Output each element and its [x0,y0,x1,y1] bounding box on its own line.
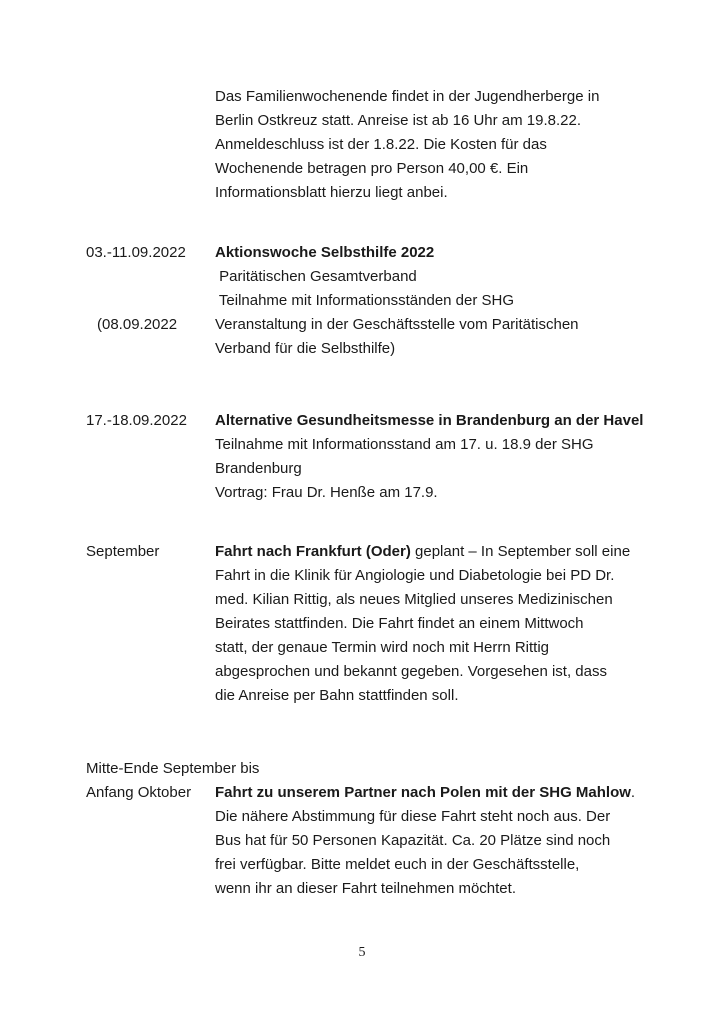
entry-line: frei verfügbar. Bitte meldet euch in der Geschäftsstelle, [215,856,580,873]
intro-line: Das Familienwochenende findet in der Jugendherberge in [215,88,600,105]
entry-date-sub: Anfang Oktober [86,784,192,801]
intro-line: Informationsblatt hierzu liegt anbei. [215,184,448,201]
entry-line: Beirates stattfinden. Die Fahrt findet an einem Mittwoch [215,615,584,632]
entry-line: Bus hat für 50 Personen Kapazität. Ca. 20 Plätze sind noch [215,832,611,849]
intro-line: Wochenende betragen pro Person 40,00 €. Ein [215,160,529,177]
entry-line: Brandenburg [215,460,302,477]
intro-line: Anmeldeschluss ist der 1.8.22. Die Kosten für das [215,136,547,153]
page-number: 5 [358,945,366,960]
entry-title-rest: . [630,784,636,801]
entry-title-rest: geplant – In September soll eine [410,543,631,560]
entry-line: statt, der genaue Termin wird noch mit Herrn Rittig [215,639,550,656]
entry-line: Die nähere Abstimmung für diese Fahrt steht noch aus. Der [215,808,611,825]
entry-line: Fahrt in die Klinik für Angiologie und Diabetologie bei PD Dr. [215,567,615,584]
entry-line: med. Kilian Rittig, als neues Mitglied unseres Medizinischen [215,591,613,608]
entry-date: September [86,543,160,560]
entry-title: Aktionswoche Selbsthilfe 2022 [215,244,435,261]
entry-title: Fahrt nach Frankfurt (Oder) [215,543,411,560]
entry-line: Teilnahme mit Informationsstand am 17. u. 18.9 der SHG [215,436,594,453]
entry-date: 17.-18.09.2022 [86,412,187,429]
entry-line: Verband für die Selbsthilfe) [215,340,396,357]
entry-line: wenn ihr an dieser Fahrt teilnehmen möchtet. [215,880,516,897]
intro-line: Berlin Ostkreuz statt. Anreise ist ab 16 Uhr am 19.8.22. [215,112,582,129]
entry-line: die Anreise per Bahn stattfinden soll. [215,687,459,704]
entry-line: Teilnahme mit Informationsständen der SHG [215,292,515,309]
entry-date-sub: (08.09.2022 [97,316,178,333]
entry-line: abgesprochen und bekannt gegeben. Vorgesehen ist, dass [215,663,607,680]
entry-line: Vortrag: Frau Dr. Henße am 17.9. [215,484,438,501]
entry-line: Veranstaltung in der Geschäftsstelle vom Paritätischen [215,316,579,333]
entry-heading-line [215,540,630,564]
entry-heading-line [215,781,635,805]
entry-title: Fahrt zu unserem Partner nach Polen mit der SHG Mahlow [215,784,631,801]
entry-line: Paritätischen Gesamtverband [215,268,417,285]
entry-date: Mitte-Ende September bis [86,760,260,777]
entry-title: Alternative Gesundheitsmesse in Brandenburg an der Havel [215,412,644,429]
entry-date: 03.-11.09.2022 [86,244,186,261]
